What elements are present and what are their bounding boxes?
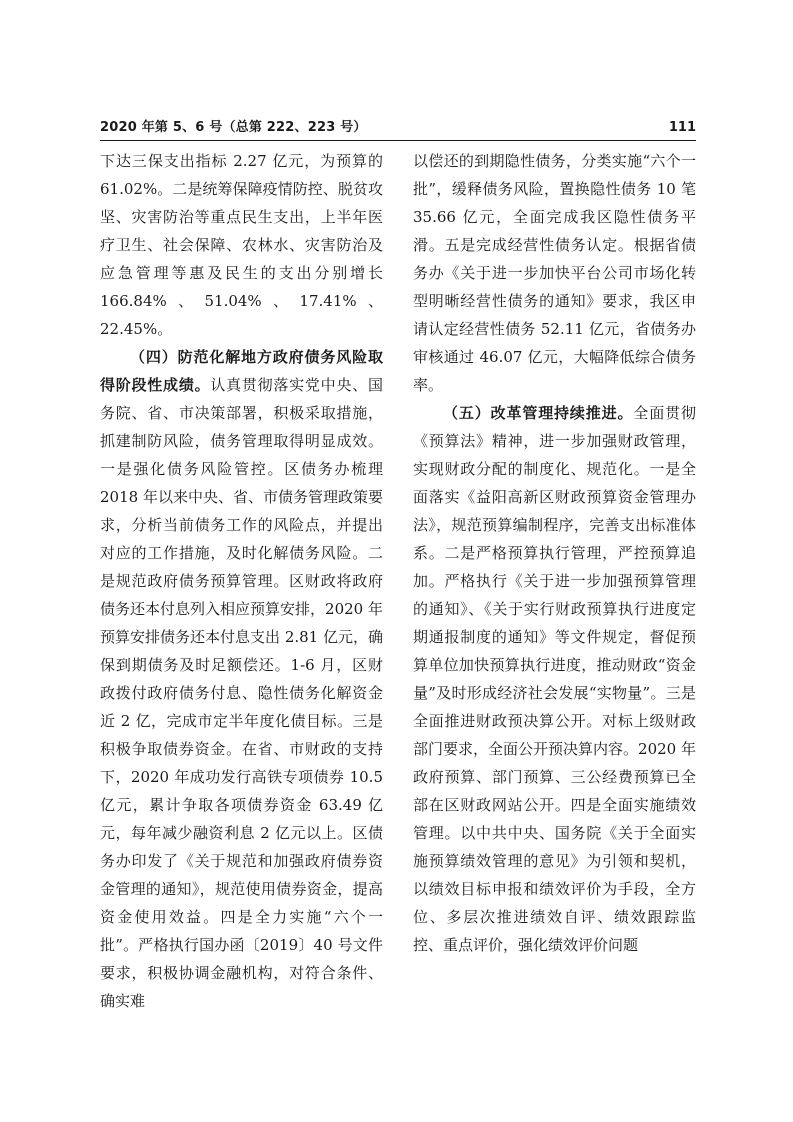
section-heading: （四）防范化解地方政府债务风险取得阶段性成绩。 bbox=[100, 348, 383, 394]
section-heading: （五）改革管理持续推进。 bbox=[443, 404, 634, 422]
left-column bbox=[100, 147, 383, 1015]
paragraph-body: 认真贯彻落实党中央、国务院、省、市决策部署，积极采取措施，抓建制防风险，债务管理取得明显成效。一是强化债务风险管控。区债务办梳理 2018 年以来中央、省、市债务管理政策要求，分析当前债务工作的风险点，并提出对应的工作措施，及时化解债务风险。二是规范政府债务预算管理。区财政将政府债务还本付息列入相应预算安排，2020 年预算安排债务还本付息支出 2.81 亿元，确保到期债务及时足额偿还。1-6 月，区财政拨付政府债务付息、隐性债务化解资金近 2 亿，完成市定半年度化债目标。三是积极争取债券资金。在省、市财政的支持下，2020 年成功发行高铁专项债券 10.5 亿元，累计争取各项债券资金 63.49 亿元，每年减少融资利息 2 亿元以上。区债务办印发了《关于规范和加强政府债券资金管理的通知》，规范使用债券资金，提高资金使用效益。四是全力实施“六个一批”。严格执行国办函〔2019〕40 号文件要求，积极协调金融机构，对符合条件、确实难 bbox=[100, 376, 383, 1010]
header-rule bbox=[100, 140, 696, 141]
issue-label: 2020 年第 5、6 号（总第 222、223 号） bbox=[100, 120, 367, 135]
paragraph bbox=[413, 399, 696, 959]
paragraph-body: 全面贯彻《预算法》精神，进一步加强财政管理，实现财政分配的制度化、规范化。一是全面落实《益阳高新区财政预算资金管理办法》，规范预算编制程序，完善支出标准体系。二是严格预算执行管理，严控预算追加。严格执行《关于进一步加强预算管理的通知》、《关于实行财政预算执行进度定期通报制度的通知》等文件规定，督促预算单位加快预算执行进度，推动财政“资金量”及时形成经济社会发展“实物量”。三是全面推进财政预决算公开。对标上级财政部门要求，全面公开预决算内容。2020 年政府预算、部门预算、三公经费预算已全部在区财政网站公开。四是全面实施绩效管理。以中共中央、国务院《关于全面实施预算绩效管理的意见》为引领和契机，以绩效目标申报和绩效评价为手段，全方位、多层次推进绩效自评、绩效跟踪监控、重点评价，强化绩效评价问题 bbox=[413, 404, 696, 954]
page-header bbox=[100, 118, 696, 140]
paragraph bbox=[100, 343, 383, 1015]
paragraph: 下达三保支出指标 2.27 亿元，为预算的 61.02%。二是统筹保障疫情防控、脱贫攻坚、灾害防治等重点民生支出，上半年医疗卫生、社会保障、农林水、灾害防治及应急管理等惠及民生的支出分别增长 166.84%、51.04%、17.41%、22.45%。 bbox=[100, 152, 383, 338]
paragraph: 以偿还的到期隐性债务，分类实施“六个一批”，缓释债务风险，置换隐性债务 10 笔 35.66 亿元，全面完成我区隐性债务平滑。五是完成经营性债务认定。根据省债务办《关于进一步加快平台公司市场化转型明晰经营性债务的通知》要求，我区申请认定经营性债务 52.11 亿元，省债务办审核通过 46.07 亿元，大幅降低综合债务率。 bbox=[413, 152, 696, 394]
right-column bbox=[413, 147, 696, 959]
page-number: 111 bbox=[668, 120, 696, 135]
